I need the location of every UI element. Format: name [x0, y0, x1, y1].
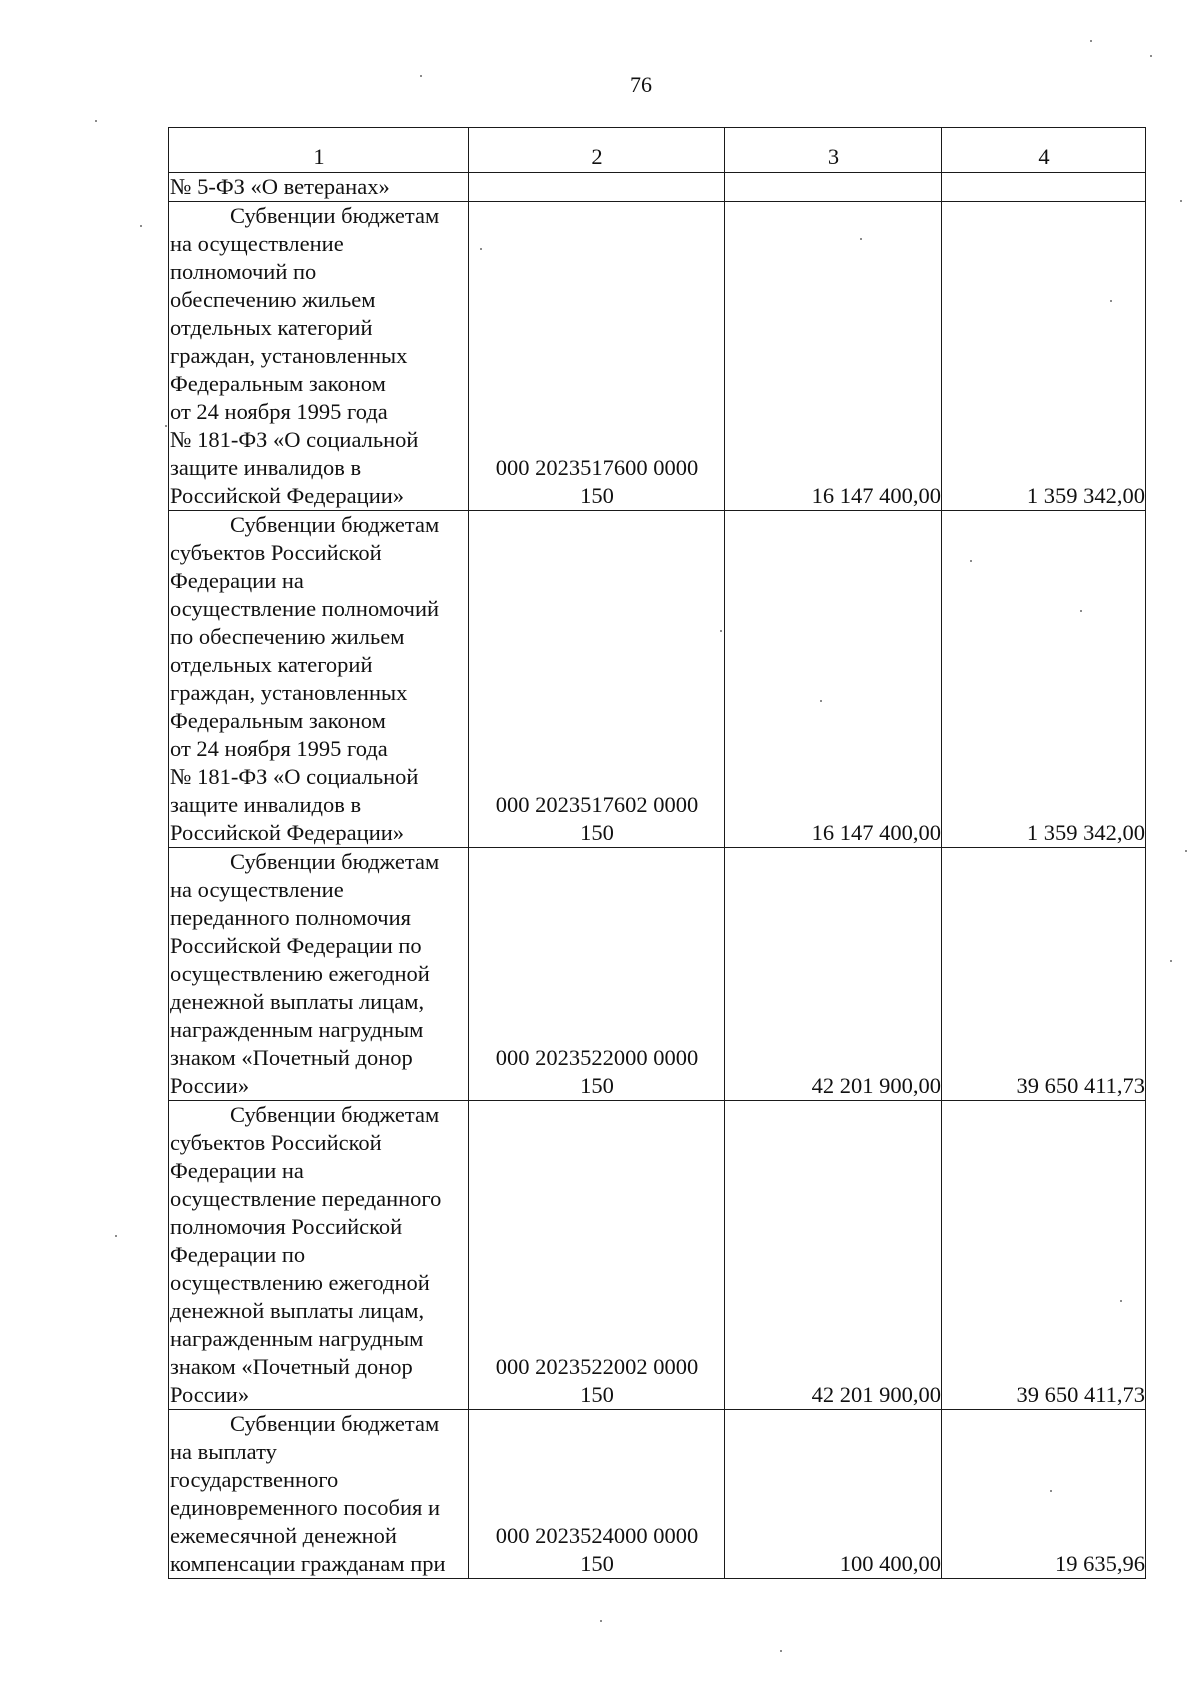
code-line: 000 2023522002 0000 — [495, 1354, 699, 1379]
description-line: защите инвалидов в — [170, 792, 362, 817]
description-line: субъектов Российской — [170, 1130, 382, 1155]
speck — [420, 75, 422, 77]
description-line: России» — [170, 1073, 250, 1098]
planned-amount-cell: 42 201 900,00 — [725, 848, 942, 1101]
speck — [1180, 200, 1182, 202]
description-line: переданного полномочия — [170, 905, 411, 930]
description-line: обеспечению жильем — [170, 287, 376, 312]
description-line: денежной выплаты лицам, — [170, 989, 425, 1014]
table-row — [169, 1410, 1146, 1579]
speck — [860, 238, 862, 240]
continuation-text: № 5-ФЗ «О ветеранах» — [169, 173, 469, 202]
code-line: 000 2023522000 0000 — [495, 1045, 699, 1070]
code-line: 150 — [580, 483, 614, 508]
table-row — [169, 848, 1146, 1101]
description-line: по обеспечению жильем — [170, 624, 405, 649]
description-line: полномочий по — [170, 259, 317, 284]
description-line: граждан, установленных — [170, 343, 408, 368]
description-line: Субвенции бюджетам — [230, 1102, 440, 1127]
speck — [1170, 960, 1172, 962]
speck — [720, 630, 722, 632]
speck — [970, 560, 972, 562]
speck — [480, 248, 482, 250]
description-line: Федеральным законом — [170, 708, 386, 733]
table-row — [169, 511, 1146, 848]
code-cell — [469, 1101, 725, 1410]
description-line: денежной выплаты лицам, — [170, 1298, 425, 1323]
code-line: 150 — [580, 1073, 614, 1098]
table-row — [169, 202, 1146, 511]
description-line: Субвенции бюджетам — [230, 1411, 440, 1436]
table-body — [169, 202, 1146, 1579]
speck — [1090, 40, 1092, 42]
empty-cell — [725, 173, 942, 202]
speck — [820, 700, 822, 702]
description-cell — [169, 1101, 469, 1410]
actual-amount-cell: 1 359 342,00 — [942, 202, 1146, 511]
description-cell — [169, 202, 469, 511]
empty-cell — [469, 173, 725, 202]
planned-amount-cell: 16 147 400,00 — [725, 202, 942, 511]
speck — [1185, 850, 1187, 852]
description-line: государственного — [170, 1467, 339, 1492]
header-cell: 2 — [469, 128, 725, 173]
page-number: 76 — [630, 72, 652, 97]
description-line: Федерации на — [170, 1158, 304, 1183]
description-line: знаком «Почетный донор — [170, 1354, 413, 1379]
table-header-row — [169, 128, 1146, 173]
description-line: на осуществление — [170, 877, 344, 902]
speck — [1080, 610, 1082, 612]
speck — [115, 1235, 117, 1237]
description-line: ежемесячной денежной — [170, 1523, 397, 1548]
speck — [1050, 1490, 1052, 1492]
description-line: субъектов Российской — [170, 540, 382, 565]
speck — [780, 1650, 782, 1652]
description-line: Субвенции бюджетам — [230, 203, 440, 228]
code-cell — [469, 1410, 725, 1579]
description-line: Федерации на — [170, 568, 304, 593]
description-line: награжденным нагрудным — [170, 1017, 424, 1042]
code-line: 000 2023517602 0000 — [495, 792, 699, 817]
description-line: отдельных категорий — [170, 652, 373, 677]
code-line: 150 — [580, 820, 614, 845]
header-cell: 1 — [169, 128, 469, 173]
description-line: Российской Федерации» — [170, 483, 405, 508]
code-cell — [469, 848, 725, 1101]
speck — [1110, 300, 1112, 302]
speck — [1120, 1300, 1122, 1302]
table-row-continuation — [169, 173, 1146, 202]
planned-amount-cell: 16 147 400,00 — [725, 511, 942, 848]
description-line: Федеральным законом — [170, 371, 386, 396]
description-line: осуществлению ежегодной — [170, 1270, 430, 1295]
actual-amount-cell: 19 635,96 — [942, 1410, 1146, 1579]
description-line: Федерации по — [170, 1242, 306, 1267]
table-row — [169, 1101, 1146, 1410]
description-line: защите инвалидов в — [170, 455, 362, 480]
actual-amount-cell: 39 650 411,73 — [942, 848, 1146, 1101]
speck — [165, 425, 167, 427]
description-line: полномочия Российской — [170, 1214, 403, 1239]
description-line: от 24 ноября 1995 года — [170, 736, 388, 761]
description-line: единовременного пособия и — [170, 1495, 441, 1520]
description-line: знаком «Почетный донор — [170, 1045, 413, 1070]
description-cell — [169, 1410, 469, 1579]
description-line: осуществление полномочий — [170, 596, 440, 621]
actual-amount-cell: 1 359 342,00 — [942, 511, 1146, 848]
description-line: компенсации гражданам при — [170, 1551, 446, 1576]
description-line: осуществление переданного — [170, 1186, 442, 1211]
budget-table — [168, 127, 1146, 1579]
description-line: Российской Федерации по — [170, 933, 422, 958]
actual-amount-cell: 39 650 411,73 — [942, 1101, 1146, 1410]
planned-amount-cell: 100 400,00 — [725, 1410, 942, 1579]
code-line: 150 — [580, 1551, 614, 1576]
description-line: России» — [170, 1382, 250, 1407]
description-line: № 181-ФЗ «О социальной — [170, 427, 419, 452]
code-line: 000 2023524000 0000 — [495, 1523, 699, 1548]
description-line: № 181-ФЗ «О социальной — [170, 764, 419, 789]
description-line: от 24 ноября 1995 года — [170, 399, 388, 424]
description-cell — [169, 511, 469, 848]
code-line: 150 — [580, 1382, 614, 1407]
header-cell: 4 — [942, 128, 1146, 173]
speck — [600, 1620, 602, 1622]
code-cell — [469, 202, 725, 511]
empty-cell — [942, 173, 1146, 202]
speck — [95, 120, 97, 122]
speck — [140, 225, 142, 227]
code-cell — [469, 511, 725, 848]
code-line: 000 2023517600 0000 — [495, 455, 699, 480]
description-line: граждан, установленных — [170, 680, 408, 705]
header-cell: 3 — [725, 128, 942, 173]
description-line: на выплату — [170, 1439, 277, 1464]
description-line: отдельных категорий — [170, 315, 373, 340]
planned-amount-cell: 42 201 900,00 — [725, 1101, 942, 1410]
description-line: Российской Федерации» — [170, 820, 405, 845]
description-line: награжденным нагрудным — [170, 1326, 424, 1351]
description-line: на осуществление — [170, 231, 344, 256]
description-cell — [169, 848, 469, 1101]
description-line: Субвенции бюджетам — [230, 849, 440, 874]
description-line: Субвенции бюджетам — [230, 512, 440, 537]
speck — [1150, 55, 1152, 57]
description-line: осуществлению ежегодной — [170, 961, 430, 986]
